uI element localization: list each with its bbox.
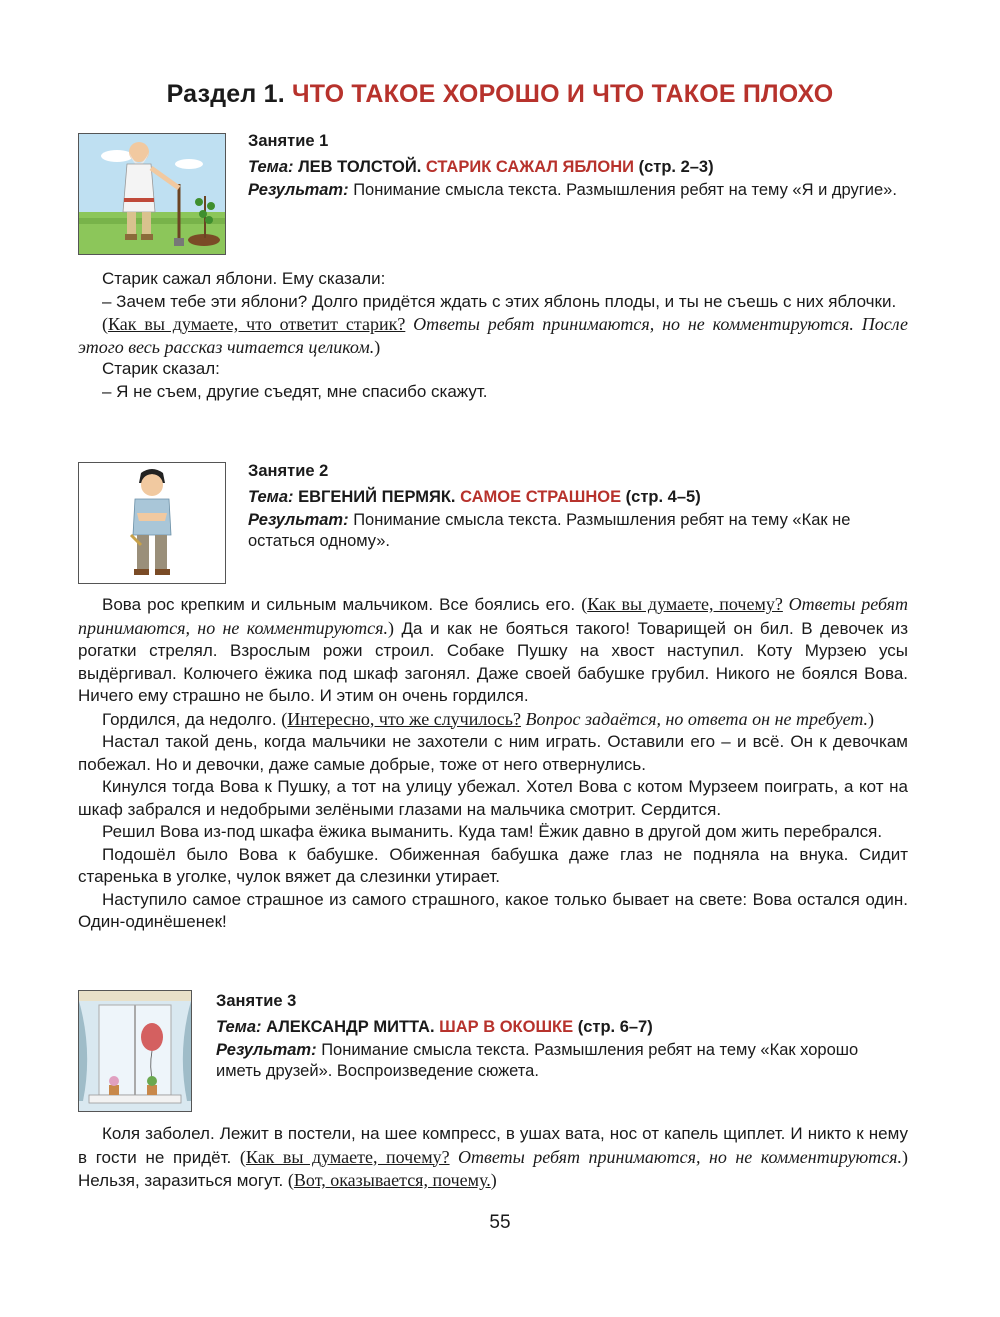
lesson-1-result: Результат: Понимание смысла текста. Размышления ребят на тему «Я и другие». (248, 181, 897, 199)
lesson-2-illustration (78, 462, 226, 584)
lesson-1-illustration (78, 133, 226, 255)
lesson-3-header (216, 988, 908, 1082)
lesson-3-theme: Тема: АЛЕКСАНДР МИТТА. ШАР В ОКОШКЕ (стр. 6–7) (216, 1018, 653, 1036)
balloon-window-icon (79, 991, 191, 1111)
section-name: ЧТО ТАКОЕ ХОРОШО И ЧТО ТАКОЕ ПЛОХО (292, 80, 834, 108)
lesson-1-theme: Тема: ЛЕВ ТОЛСТОЙ. СТАРИК САЖАЛ ЯБЛОНИ (стр. 2–3) (248, 158, 714, 176)
lesson-3-label: Занятие 3 (216, 992, 297, 1010)
lesson-1-question: (Как вы думаете, что ответит старик? Ответы ребят принимаются, но не комментируются. После этого весь рассказ читается целиком.) (78, 314, 908, 357)
lesson-3-illustration (78, 990, 192, 1112)
lesson-2-header (248, 458, 908, 552)
lesson-2-theme: Тема: ЕВГЕНИЙ ПЕРМЯК. САМОЕ СТРАШНОЕ (стр. 4–5) (248, 488, 701, 506)
page-number: 55 (489, 1212, 511, 1233)
lesson-3-result: Результат: Понимание смысла текста. Размышления ребят на тему «Как хорошо иметь друзей». Воспроизведение сюжета. (216, 1041, 859, 1080)
lesson-2-text: Вова рос крепким и сильным мальчиком. Все боялись его. (Как вы думаете, почему? Ответы ребят принимаются, но не комментируются.) Да и как не бояться такого! Товарищей он бил. В девочек из рогатки стрелял. Взрослым рожи строил. Собаке Пушку на хвост наступил. Коту Мурзею усы выдёргивал. Колючего ёжика под шкаф загонял. Даже своей бабушке грубил. Никого не боялся Вова. Ничего ему страшно не было. И этим он очень гордился. Гордился, да недолго. (Интересно, что же случилось? Вопрос задаётся, но ответа он не требует.) Настал такой день, когда мальчики не захотели с ним играть. Оставили его – и всё. Он к девочкам побежал. Но и девочки, даже самые добрые, тоже от него отвернулись. Кинулся тогда Вова к Пушку, а тот на улицу убежал. Хотел Вова с котом Мурзеем поиграть, а кот на шкаф забрался и недобрыми зелёными глазами на мальчика смотрит. Сердится. Решил Вова из-под шкафа ёжика выманить. Куда там! Ёжик давно в другой дом жить перебрался. Подошёл было Вова к бабушке. Обиженная бабушка даже глаз не подняла на внука. Сидит старенька в уголке, чулок вяжет да слезинки утирает. Наступило самое страшное из самого страшного, какое только бывает на свете: Вова остался один. Один-одинёшенек! (78, 594, 908, 931)
section-prefix: Раздел 1. (166, 80, 293, 108)
lesson-1-header (248, 128, 908, 201)
old-man-planting-icon (79, 134, 225, 254)
lesson-2-result: Результат: Понимание смысла текста. Размышления ребят на тему «Как не остаться одному». (248, 511, 851, 550)
lesson-2-label: Занятие 2 (248, 462, 329, 480)
section-title (0, 80, 1000, 109)
lesson-1-label: Занятие 1 (248, 132, 329, 150)
lesson-3-text: Коля заболел. Лежит в постели, на шее компресс, в ушах вата, нос от капель щиплет. И никто к нему в гости не придёт. (Как вы думаете, почему? Ответы ребят принимаются, но не комментируются.) Нельзя, заразиться могут. (Вот, оказывается, почему.) (78, 1124, 908, 1190)
boy-icon (79, 463, 225, 583)
lesson-1-text: Старик сажал яблони. Ему сказали: – Зачем тебе эти яблони? Долго придётся ждать с этих яблонь плоды, и ты не съешь с них яблочки. (Как вы думаете, что ответит старик? Ответы ребят принимаются, но не комментируются. После этого весь рассказ читается целиком.) Старик сказал: – Я не съем, другие съедят, мне спасибо скажут. (78, 269, 908, 401)
